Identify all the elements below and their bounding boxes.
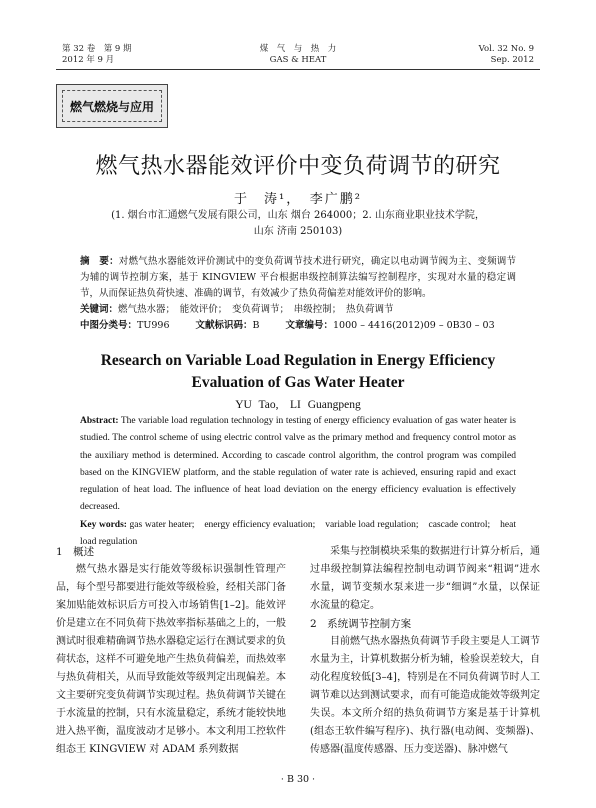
affiliations [80,208,516,240]
section-badge-label: 燃气燃烧与应用 [62,90,162,122]
abstract-cn-text: 对燃气热水器能效评价测试中的变负荷调节技术进行研究，确定以电动调节阀为主、变频调节为辅的调节控制方案，基于 KINGVIEW 平台根据串级控制算法编写控制程序，实现对水量的稳定调节，从而保证热负荷快速、准确的调节，有效减少了热负荷偏差对能效评价的影响。 [80,256,516,299]
authors-cn: 于 涛¹， 李广鹏² [234,192,362,207]
paper-title-en: Research on Variable Load Regulation in Energy Efficiency Evaluation of Gas Water Heater [100,352,496,391]
article-number-value: 1000 – 4416(2012)09 – 0B30 – 03 [333,320,495,331]
abstract-en-label: Abstract: [80,416,119,426]
body-paragraph: 采集与控制模块采集的数据进行计算分析后，通过串级控制算法编程控制电动调节阀来“粗调”进水水量，调节变频水泵来进一步“细调”水量，以保证水流量的稳定。 [310,546,540,611]
body-paragraph: 目前燃气热水器热负荷调节手段主要是人工调节水量为主，计算机数据分析为辅，检验误差较大，自动化程度较低[3–4]，特别是在不同负荷调节时人工调节难以达到测试要求，而有可能造成能效等级判定失误。本文所介绍的热负荷调节方案是基于计算机(组态王软件编写程序)、执行器(电动阀、变频器)、传感器(温度传感器、压力变送器)、脉冲燃气 [310,636,540,755]
publish-date-cn: 2012 年 9 月 [62,55,115,65]
abstract-cn-label: 摘 要： [80,256,119,267]
body-paragraph: 燃气热水器是实行能效等级标识强制性管理产品，每个型号都要进行能效等级检验，经相关部门备案加贴能效标识后方可投入市场销售[1–2]。能效评价是建立在不同负荷下热效率指标基础之上的，一般测试时很难精确调节热水器稳定运行在测试要求的负荷状态，这样不可避免地产生热负荷偏差，而热效率与热负荷相关，从而导致能效等级判定出现偏差。本文主要研究变负荷调节实现过程。热负荷调节关键在于水流量的控制，只有水流量稳定，系统才能较快地进入热平衡，温度波动才足够小。本文利用工控软件组态王 KINGVIEW 对 ADAM 系列数据 [56,564,286,755]
abstract-en [80,413,516,551]
abstract-cn [80,254,516,302]
keywords-cn-label: 关键词： [80,304,119,315]
journal-name-cn: 煤 气 与 热 力 [259,44,337,54]
clc-label: 中图分类号： [80,320,138,331]
publish-date-en: Sep. 2012 [490,55,534,65]
article-number-label: 文章编号： [285,320,334,331]
volume-en-text: Vol. 32 No. 9 [478,44,534,54]
doc-code-value: B [252,320,260,331]
abstract-en-text: The variable load regulation technology in testing of energy efficiency evaluation of gas water heater is studied. The control scheme of using electric control valve as the primary method and frequency control motor as the auxiliary method is determined. According to cascade control algorithm, the control program was compiled based on the KINGVIEW platform, and the stable regulation of water rate is achieved, ensuring rapid and exact regulation of heat load. The influence of heat load deviation on the energy efficiency evaluation is effectively decreased. [80,416,516,513]
keywords-cn [80,302,516,318]
keywords-en-text: gas water heater; energy efficiency evaluation; variable load regulation; cascade control; heat load regulation [80,519,516,548]
keywords-cn-text: 燃气热水器； 能效评价； 变负荷调节； 串级控制； 热负荷调节 [118,304,394,315]
body-column-right [310,543,540,759]
section-badge [56,84,168,128]
volume-issue-text: 第 32 卷 第 9 期 [62,44,132,54]
classification-line [80,318,516,334]
body-column-left [56,543,286,759]
header-divider [56,69,540,70]
doc-code-label: 文献标识码： [195,320,253,331]
authors-en: YU Tao, LI Guangpeng [235,399,361,411]
journal-name-en: GAS & HEAT [269,55,327,65]
journal-volume-en [479,44,534,66]
clc-value: TU996 [137,320,170,331]
keywords-en-label: Key words: [80,519,127,530]
affiliation-line: 山东 济南 250103) [253,226,343,237]
paper-title-cn: 燃气热水器能效评价中变负荷调节的研究 [95,154,501,179]
section-heading: 2 系统调节控制方案 [310,618,412,630]
abstract-en-para [80,413,516,517]
affiliation-line: (1. 烟台市汇通燃气发展有限公司，山东 烟台 264000；2. 山东商业职业技术学院， [111,210,485,221]
page-number: · B 30 · [280,774,316,785]
section-heading: 1 概述 [56,546,95,558]
